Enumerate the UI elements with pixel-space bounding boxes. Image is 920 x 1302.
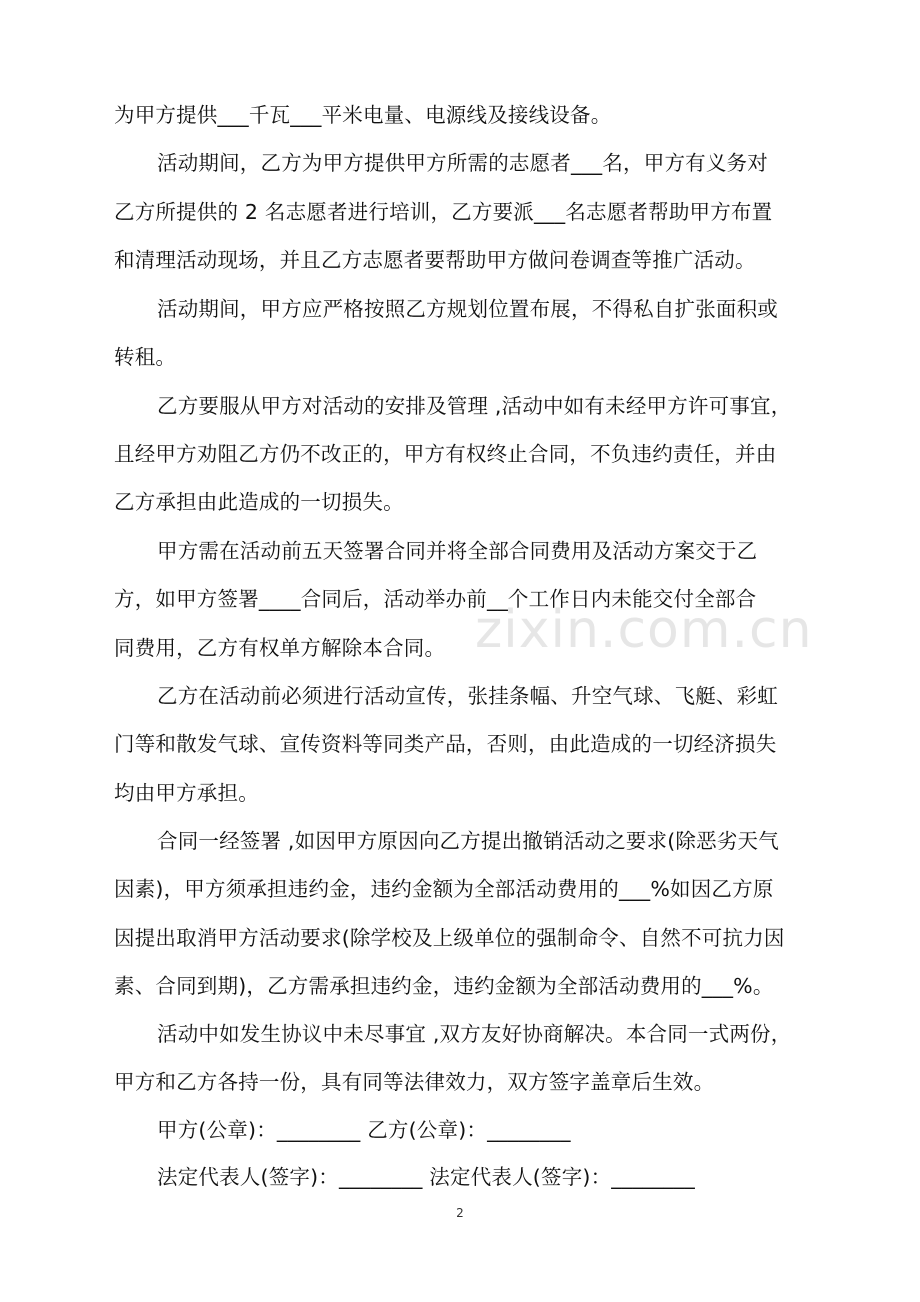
text-line-11: 方，如甲方签署____合同后，活动举办前__个工作日内未能交付全部合 [114, 587, 757, 611]
signature-line-legal-rep: 法定代表人(签字)：________ 法定代表人(签字)：________ [157, 1165, 695, 1189]
page-number: 2 [456, 1206, 464, 1220]
text-line-20: 活动中如发生协议中未尽事宜 ,双方友好协商解决。本合同一式两份， [157, 1022, 792, 1046]
text-line-3: 乙方所提供的 2 名志愿者进行培训，乙方要派___名志愿者帮助甲方布置 [114, 200, 773, 224]
text-line-19: 素、合同到期)，乙方需承担违约金，违约金额为全部活动费用的___%。 [114, 974, 774, 998]
watermark: zixin.com.cn [475, 600, 813, 660]
text-line-9: 乙方承担由此造成的一切损失。 [114, 490, 404, 514]
text-line-7: 乙方要服从甲方对活动的安排及管理 ,活动中如有未经甲方许可事宜， [157, 394, 792, 418]
text-line-21: 甲方和乙方各持一份，具有同等法律效力，双方签字盖章后生效。 [114, 1070, 715, 1094]
text-line-15: 均由甲方承担。 [114, 781, 259, 805]
text-line-18: 因提出取消甲方活动要求(除学校及上级单位的强制命令、自然不可抗力因 [114, 926, 785, 950]
text-line-14: 门等和散发气球、宣传资料等同类产品，否则，由此造成的一切经济损失 [114, 732, 777, 756]
text-line-2: 活动期间，乙方为甲方提供甲方所需的志愿者___名，甲方有义务对 [157, 151, 768, 175]
text-line-4: 和清理活动现场，并且乙方志愿者要帮助甲方做问卷调查等推广活动。 [114, 248, 756, 272]
text-line-8: 且经甲方劝阻乙方仍不改正的，甲方有权终止合同，不负违约责任，并由 [114, 442, 777, 466]
text-line-16: 合同一经签署 ,如因甲方原因向乙方提出撤销活动之要求(除恶劣天气 [157, 829, 779, 853]
text-line-5: 活动期间，甲方应严格按照乙方规划位置布展，不得私自扩张面积或 [157, 297, 778, 321]
signature-line-seal: 甲方(公章)：________ 乙方(公章)：________ [157, 1118, 571, 1142]
text-line-12: 同费用，乙方有权单方解除本合同。 [114, 636, 446, 660]
text-line-6: 转租。 [114, 345, 177, 369]
text-line-10: 甲方需在活动前五天签署合同并将全部合同费用及活动方案交于乙 [157, 539, 758, 563]
text-line-17: 因素)，甲方须承担违约金，违约金额为全部活动费用的___%如因乙方原 [114, 877, 774, 901]
text-line-13: 乙方在活动前必须进行活动宣传，张挂条幅、升空气球、飞艇、彩虹 [157, 684, 778, 708]
text-line-1: 为甲方提供___千瓦___平米电量、电源线及接线设备。 [114, 103, 612, 127]
